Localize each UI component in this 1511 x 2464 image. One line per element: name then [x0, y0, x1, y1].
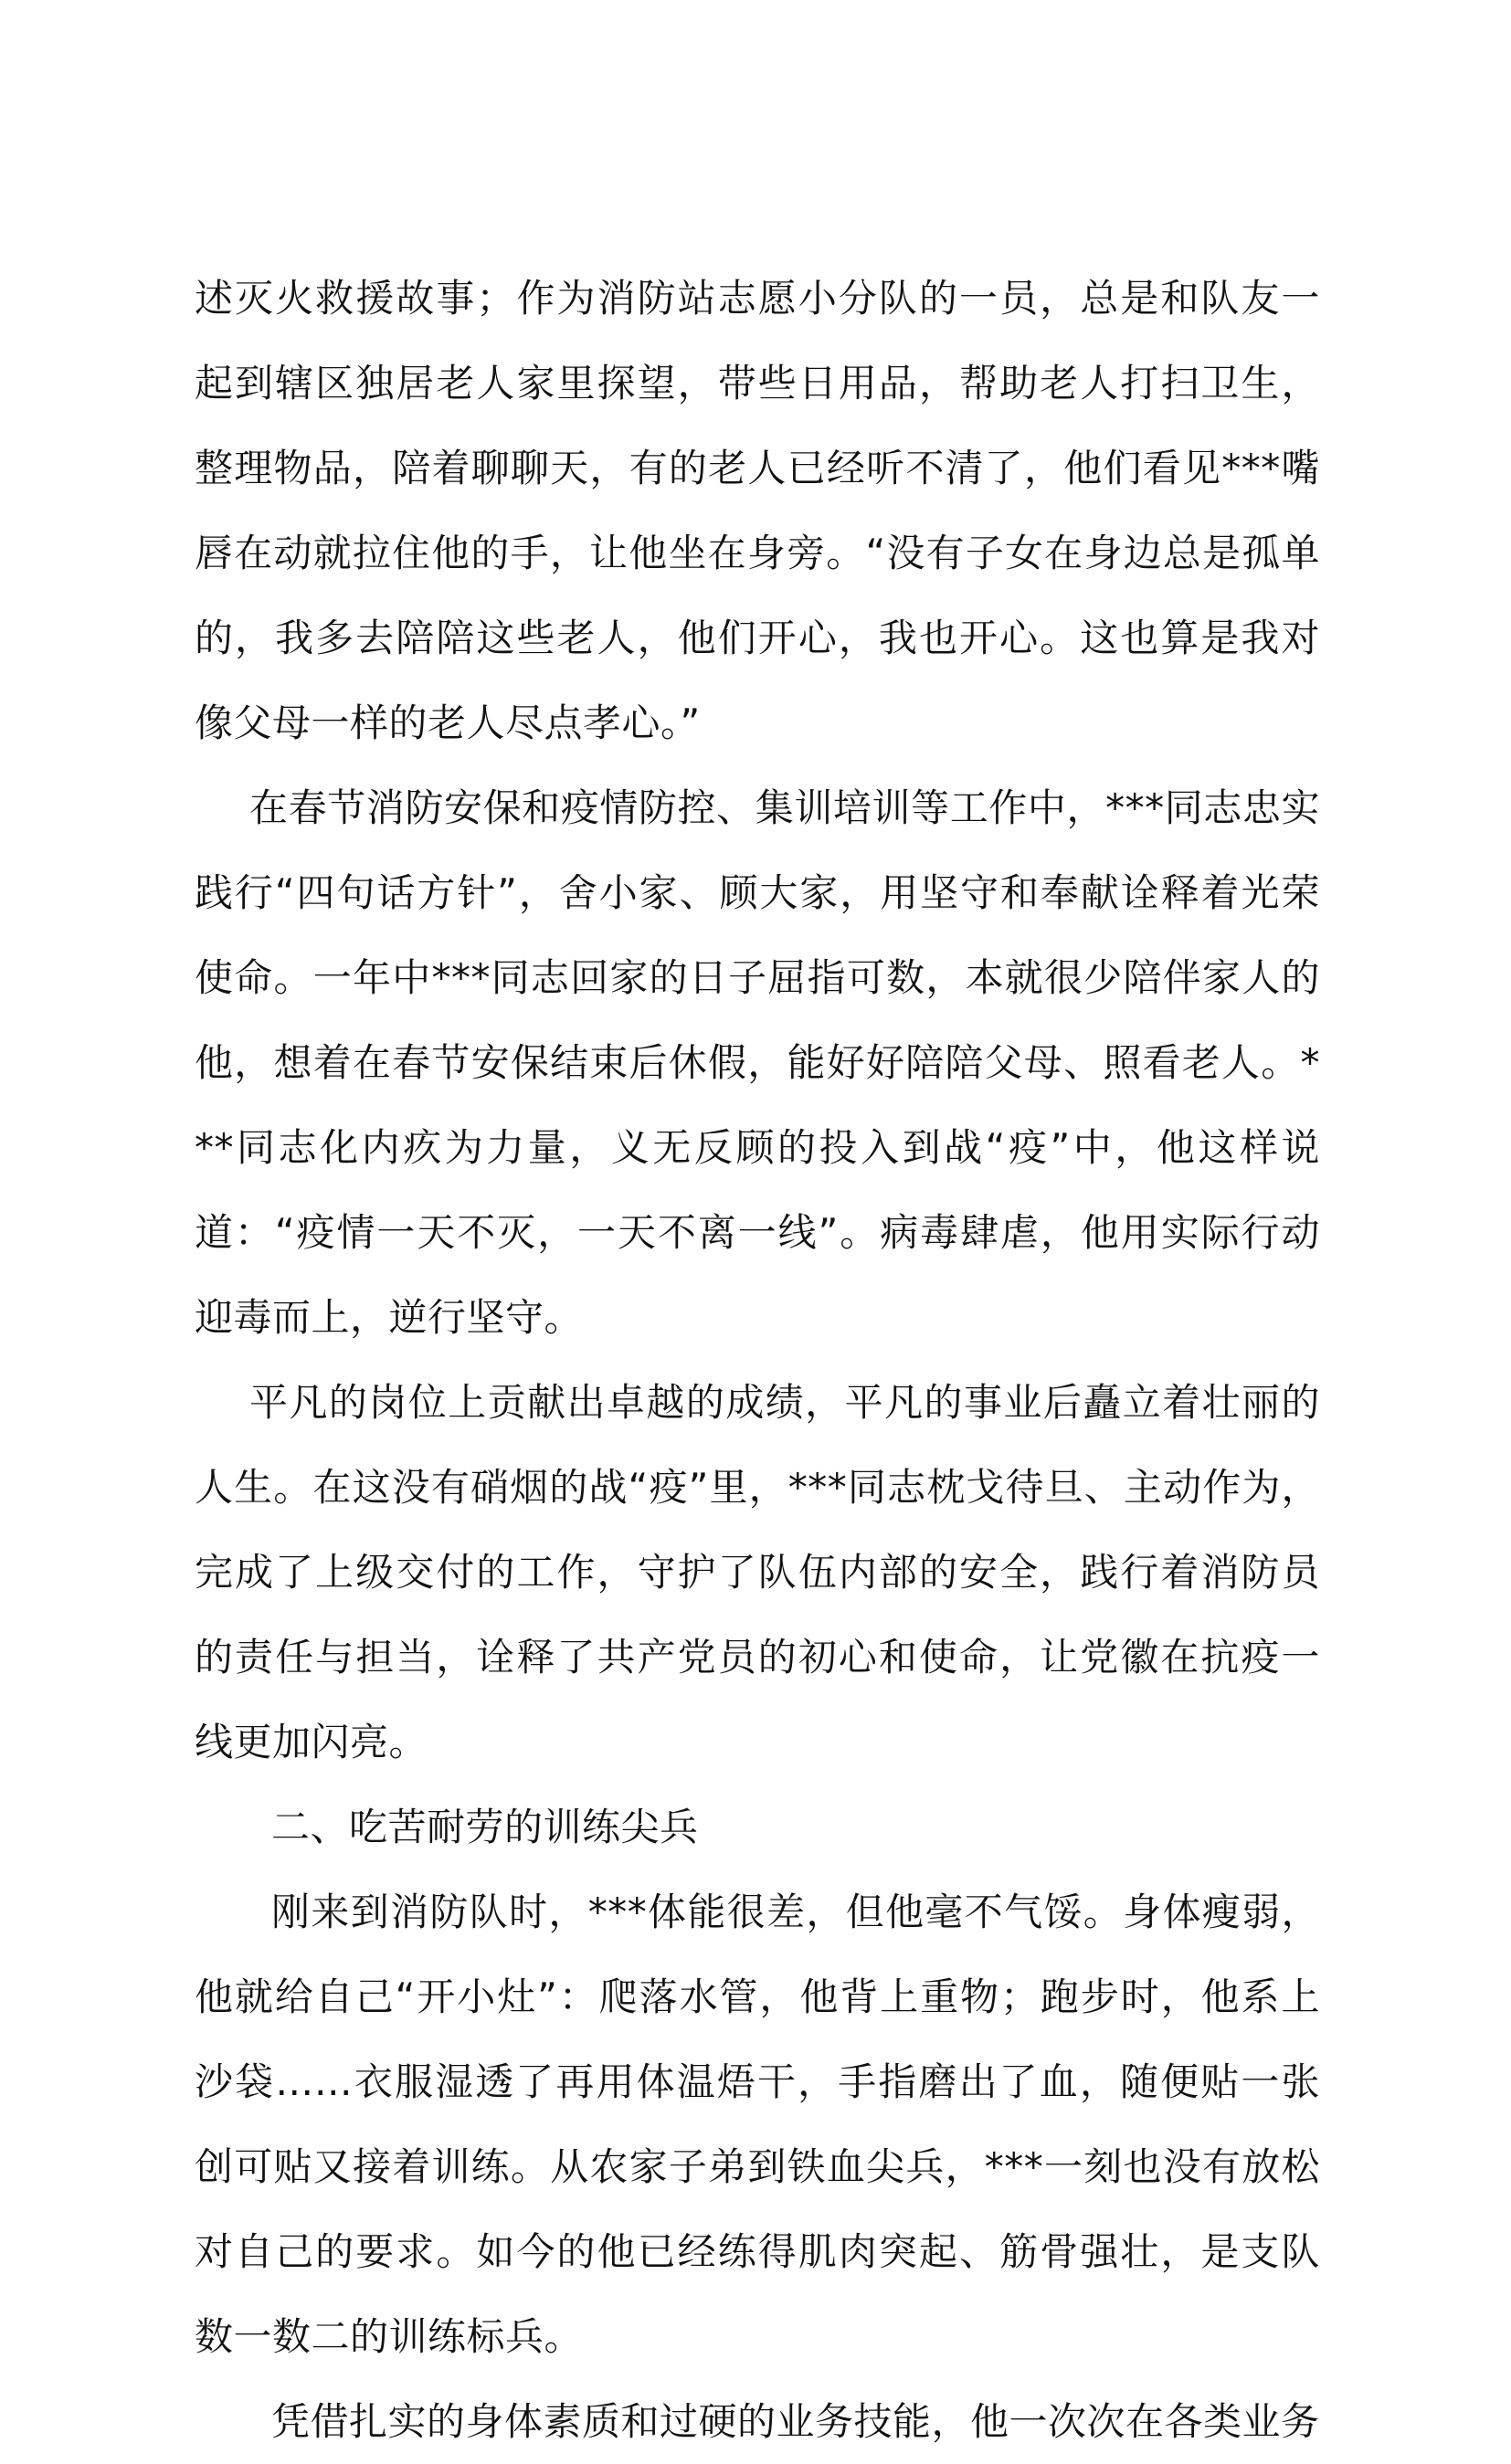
- section-heading: 二、吃苦耐劳的训练尖兵: [271, 1805, 699, 1849]
- paragraph-training-effort: 刚来到消防队时，***体能很差，但他毫不气馁。身体瘦弱，他就给自己“开小灶”：爬落水管，他背上重物；跑步时，他系上沙袋……衣服湿透了再用体温焐干，手指磨出了血，随便贴一张创可贴又接着训练。从农家子弟到铁血尖兵，***一刻也没有放松对自己的要求。如今的他已经练得肌肉突起、筋骨强壮，是支队数一数二的训练标兵。: [195, 1890, 1320, 2359]
- paragraph-volunteer-service: 述灭火救援故事；作为消防站志愿小分队的一员，总是和队友一起到辖区独居老人家里探望，带些日用品，帮助老人打扫卫生，整理物品，陪着聊聊天，有的老人已经听不清了，他们看见***嘴唇在动就拉住他的手，让他坐在身旁。“没有子女在身边总是孤单的，我多去陪陪这些老人，他们开心，我也开心。这也算是我对像父母一样的老人尽点孝心。”: [195, 276, 1320, 745]
- paragraph-spring-festival-duty: 在春节消防安保和疫情防控、集训培训等工作中，***同志忠实践行“四句话方针”，舍小家、顾大家，用坚守和奉献诠释着光荣使命。一年中***同志回家的日子屈指可数，本就很少陪伴家人的他，想着在春节安保结束后休假，能好好陪陪父母、照看老人。***同志化内疚为力量，义无反顾的投入到战“疫”中，他这样说道：“疫情一天不灭，一天不离一线”。病毒肆虐，他用实际行动迎毒而上，逆行坚守。: [195, 785, 1320, 1340]
- body-text: [195, 256, 1320, 2464]
- paragraph-ordinary-post: 平凡的岗位上贡献出卓越的成绩，平凡的事业后矗立着壮丽的人生。在这没有硝烟的战“疫”里，***同志枕戈待旦、主动作为，完成了上级交付的工作，守护了队伍内部的安全，践行着消防员的责任与担当，诠释了共产党员的初心和使命，让党徽在抗疫一线更加闪亮。: [195, 1380, 1320, 1764]
- paragraph-skills: 凭借扎实的身体素质和过硬的业务技能，他一次次在各类业务: [271, 2399, 1320, 2444]
